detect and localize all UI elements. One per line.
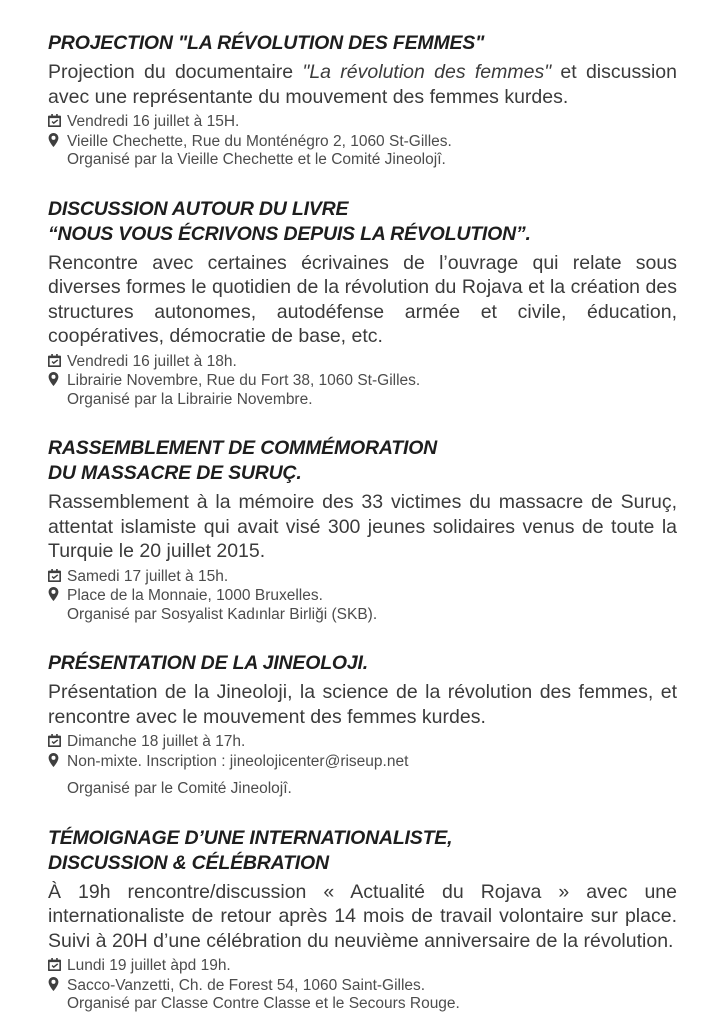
event-section <box>48 826 677 1014</box>
event-location-text: Vieille Chechette, Rue du Monténégro 2, 1060 St-Gilles. <box>67 132 452 150</box>
event-description: Présentation de la Jineoloji, la science de la révolution des femmes, et rencontre avec le mouvement des femmes kurdes. <box>48 681 677 728</box>
event-date-line <box>48 957 677 976</box>
event-location-line <box>48 976 677 996</box>
event-section <box>48 197 677 410</box>
calendar-check-icon <box>48 958 61 971</box>
event-location-line <box>48 371 677 391</box>
event-organizer: Organisé par le Comité Jineolojî. <box>67 780 292 797</box>
event-location-text: Non-mixte. Inscription : jineolojicenter@riseup.net <box>67 752 409 770</box>
calendar-check-icon <box>48 114 61 127</box>
event-location-text: Place de la Monnaie, 1000 Bruxelles. <box>67 587 323 604</box>
map-pin-icon <box>48 753 61 767</box>
event-description: Rassemblement à la mémoire des 33 victimes du massacre de Suruç, attentat islamiste qui avait visé 300 jeunes solidaires venus de toute la Turquie le 20 juillet 2015. <box>48 491 677 562</box>
event-description: Rencontre avec certaines écrivaines de l’ouvrage qui relate sous diverses formes le quotidien de la révolution du Rojava et la création des structures autonomes, autodéfense armée et civile, éducation, coopératives, démocratie de base, etc. <box>48 251 677 347</box>
event-title: RASSEMBLEMENT DE COMMÉMORATION DU MASSACRE DE SURUÇ. <box>48 437 438 484</box>
event-location-line <box>48 586 677 606</box>
calendar-check-icon <box>48 734 61 747</box>
event-description: À 19h rencontre/discussion « Actualité du Rojava » avec une internationaliste de retour après 14 mois de travail volontaire sur place. Suivi à 20H d’une célébration du neuvième anniversaire de la révolution. <box>48 880 677 952</box>
event-date-text: Vendredi 16 juillet à 18h. <box>67 352 237 370</box>
event-date-line <box>48 733 677 752</box>
event-organizer: Organisé par la Librairie Novembre. <box>67 390 313 408</box>
event-date-text: Dimanche 18 juillet à 17h. <box>67 733 246 750</box>
event-location-line <box>48 132 677 152</box>
event-date-text: Vendredi 16 juillet à 15H. <box>67 113 240 130</box>
event-organizer: Organisé par la Vieille Chechette et le Comité Jineolojî. <box>67 151 446 168</box>
event-title: PRÉSENTATION DE LA JINEOLOJI. <box>48 652 368 674</box>
event-organizer: Organisé par Classe Contre Classe et le Secours Rouge. <box>67 995 460 1012</box>
event-date-text: Samedi 17 juillet à 15h. <box>67 567 229 585</box>
calendar-check-icon <box>48 569 61 582</box>
event-section <box>48 31 677 170</box>
event-location-text: Sacco-Vanzetti, Ch. de Forest 54, 1060 Saint-Gilles. <box>67 976 426 994</box>
map-pin-icon <box>48 372 61 386</box>
event-title: TÉMOIGNAGE D’UNE INTERNATIONALISTE, DISCUSSION & CÉLÉBRATION <box>48 826 453 874</box>
event-location-line <box>48 752 677 772</box>
event-date-line <box>48 113 677 132</box>
map-pin-icon <box>48 587 61 601</box>
event-organizer: Organisé par Sosyalist Kadınlar Birliği (SKB). <box>67 605 378 623</box>
calendar-check-icon <box>48 354 61 367</box>
event-description: Projection du documentaire "La révolution des femmes" et discussion avec une représentante du mouvement des femmes kurdes. <box>48 61 677 108</box>
event-section <box>48 436 677 624</box>
event-date-line <box>48 568 677 587</box>
event-title: DISCUSSION AUTOUR DU LIVRE “NOUS VOUS ÉCRIVONS DEPUIS LA RÉVOLUTION”. <box>48 197 531 245</box>
map-pin-icon <box>48 977 61 991</box>
event-location-text: Librairie Novembre, Rue du Fort 38, 1060 St-Gilles. <box>67 372 421 389</box>
map-pin-icon <box>48 133 61 147</box>
event-date-text: Lundi 19 juillet àpd 19h. <box>67 957 231 974</box>
events-list <box>48 31 677 1014</box>
event-date-line <box>48 353 677 372</box>
event-title: PROJECTION "LA RÉVOLUTION DES FEMMES" <box>48 32 485 54</box>
event-section <box>48 651 677 799</box>
